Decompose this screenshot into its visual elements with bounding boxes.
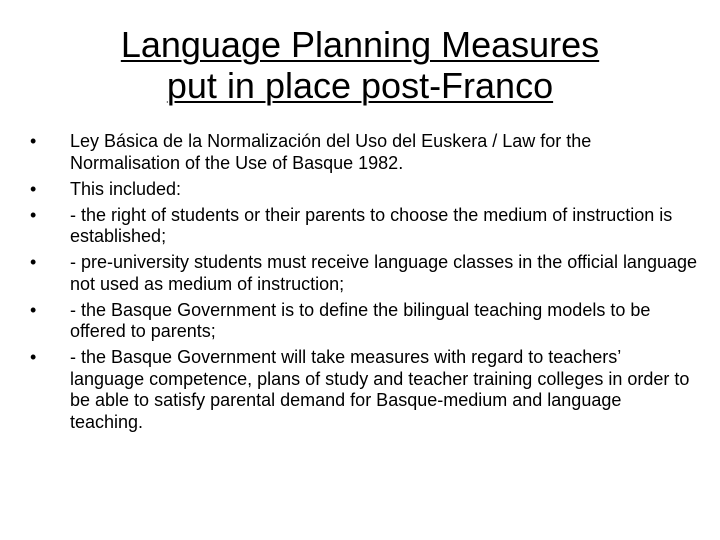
bullet-item-included	[30, 179, 698, 201]
bullet-item-language-classes	[30, 252, 698, 295]
bullet-text: - the Basque Government is to define the bilingual teaching models to be offered to parents;	[70, 299, 651, 342]
bullet-item-teacher-measures	[30, 347, 698, 433]
slide-title	[40, 24, 680, 106]
bullet-text: - pre-university students must receive language classes in the official language not used as medium of instruction;	[70, 252, 698, 294]
bullet-icon: •	[30, 252, 37, 273]
bullet-item-law	[30, 131, 698, 174]
bullet-text: This included:	[70, 178, 182, 199]
bullet-icon: •	[30, 299, 37, 320]
bullet-list	[30, 131, 698, 438]
bullet-text: - the Basque Government will take measures with regard to teachers’ language competence, plans of study and teacher training colleges in order to be able to satisfy parental demand for Basque-medium and language teaching.	[70, 347, 690, 432]
bullet-icon: •	[30, 178, 37, 199]
bullet-item-right-to-choose	[30, 205, 698, 248]
bullet-icon: •	[30, 347, 37, 368]
title-line-1: Language Planning Measures	[120, 24, 600, 65]
title-line-2: put in place post-Franco	[166, 65, 554, 106]
bullet-text: Ley Básica de la Normalización del Uso del Euskera / Law for the Normalisation of the Use of Basque 1982.	[70, 131, 592, 173]
bullet-text: - the right of students or their parents to choose the medium of instruction is established;	[70, 204, 673, 247]
bullet-icon: •	[30, 204, 37, 225]
bullet-item-teaching-models	[30, 300, 698, 343]
bullet-icon: •	[30, 131, 37, 151]
